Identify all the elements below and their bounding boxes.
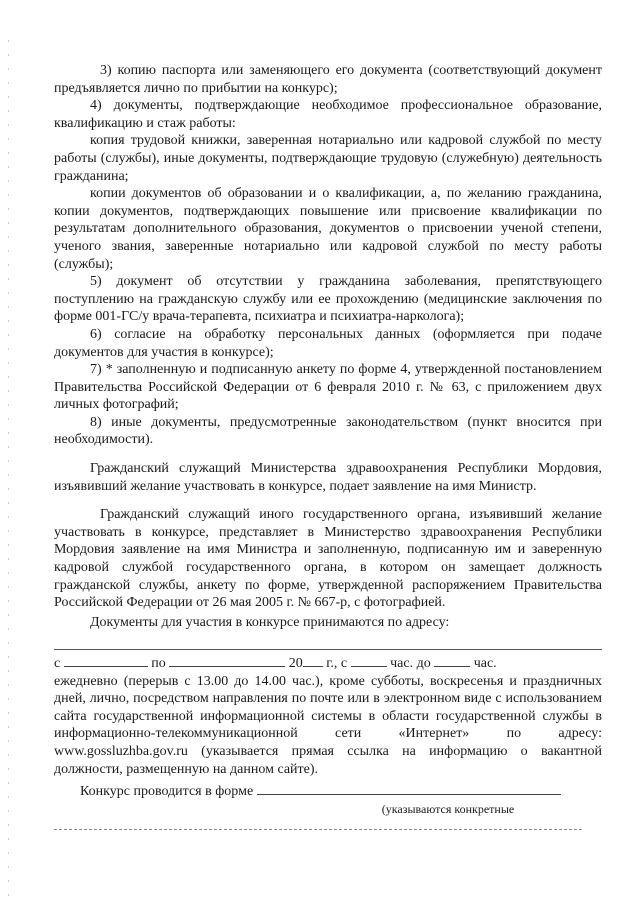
year-blank — [303, 654, 323, 667]
item-5-medical: 5) документ об отсутствии у гражданина заболевания, препятствующего поступлению на гражданскую службу или ее прохождению (медицинские заключения по форме 001-ГС/у врача-терапевта, психиатра и психиатра-нарколога); — [54, 274, 602, 325]
civil-servant-other-body: Гражданский служащий иного государственного органа, изъявивший желание участвовать в конкурсе, представляет в Министерство здравоохранения Республики Мордовия заявление на имя Министра и заполненную, подписанную им и заверенную кадровой службой государственного органа, в котором он замещает должность гражданской службы, анкету по форме, утвержденной распоряжением Правительства Российской Федерации от 26 мая 2005 г. № 667-р, с фотографией. — [54, 507, 602, 611]
to-label: по — [151, 656, 166, 671]
item-4a-work-book: копия трудовой книжки, заверенная нотариально или кадровой службой по месту работы (службы), иные документы, подтверждающие трудовую (служебную) деятельность гражданина; — [54, 133, 602, 184]
hours-end-label: час. — [473, 656, 497, 671]
bottom-dashed-rule — [54, 829, 584, 830]
civil-servant-ministry: Гражданский служащий Министерства здравоохранения Республики Мордовия, изъявивший желание участвовать в конкурсе, подает заявление на имя Министр. — [54, 461, 602, 494]
schedule-details: ежедневно (перерыв с 13.00 до 14.00 час.), кроме субботы, воскресенья и праздничных дней, лично, посредством направления по почте или в электронном виде с использованием сайта государственной информационной системы в области государственной службы в информационно-телекоммуникационной сети «Интернет» по адресу: www.gossluzhba.gov.ru (указывается прямая ссылка на информацию о вакантной должности, размещенную на данном сайте). — [54, 673, 602, 777]
address-blank-line — [54, 631, 602, 650]
year-suffix: г., с — [326, 656, 348, 671]
start-hour-blank — [351, 654, 387, 667]
contest-form-blank — [257, 782, 561, 795]
from-date-blank — [64, 654, 148, 667]
from-label: с — [54, 656, 61, 671]
item-4b-education-copies: копии документов об образовании и о квалификации, а, по желанию гражданина, копии документов, подтверждающих повышение или присвоение квалификации по результатам дополнительного образования, документов о присвоении ученой степени, ученого звания, заверенные нотариально или кадровой службой по месту работы (службы); — [54, 186, 602, 272]
end-hour-blank — [434, 654, 470, 667]
contest-form-row — [54, 782, 602, 801]
to-date-blank — [169, 654, 285, 667]
schedule-fill-row — [54, 654, 602, 673]
contest-form-label: Конкурс проводится в форме — [80, 784, 254, 800]
contest-form-caption: (указываются конкретные — [381, 801, 515, 816]
hours-label: час. до — [390, 656, 431, 671]
item-6-consent: 6) согласие на обработку персональных данных (оформляется при подаче документов для участия в конкурсе); — [54, 326, 602, 360]
document-body — [54, 62, 602, 818]
year-prefix: 20 — [288, 656, 303, 671]
item-8-other-docs: 8) иные документы, предусмотренные законодательством (пункт вносится при необходимости). — [54, 414, 602, 448]
item-4-education-docs: 4) документы, подтверждающие необходимое профессиональное образование, квалификацию и стаж работы: — [54, 98, 602, 131]
item-7-questionnaire: 7) * заполненную и подписанную анкету по форме 4, утвержденной постановлением Правительства Российской Федерации от 6 февраля 2010 г. № 63, с приложением двух личных фотографий; — [54, 362, 602, 413]
item-3-passport: 3) копию паспорта или заменяющего его документа (соответствующий документ предъявляется лично по прибытии на конкурс); — [54, 63, 602, 96]
address-intro: Документы для участия в конкурсе принимаются по адресу: — [90, 614, 450, 630]
scan-artifact-line — [8, 40, 9, 900]
